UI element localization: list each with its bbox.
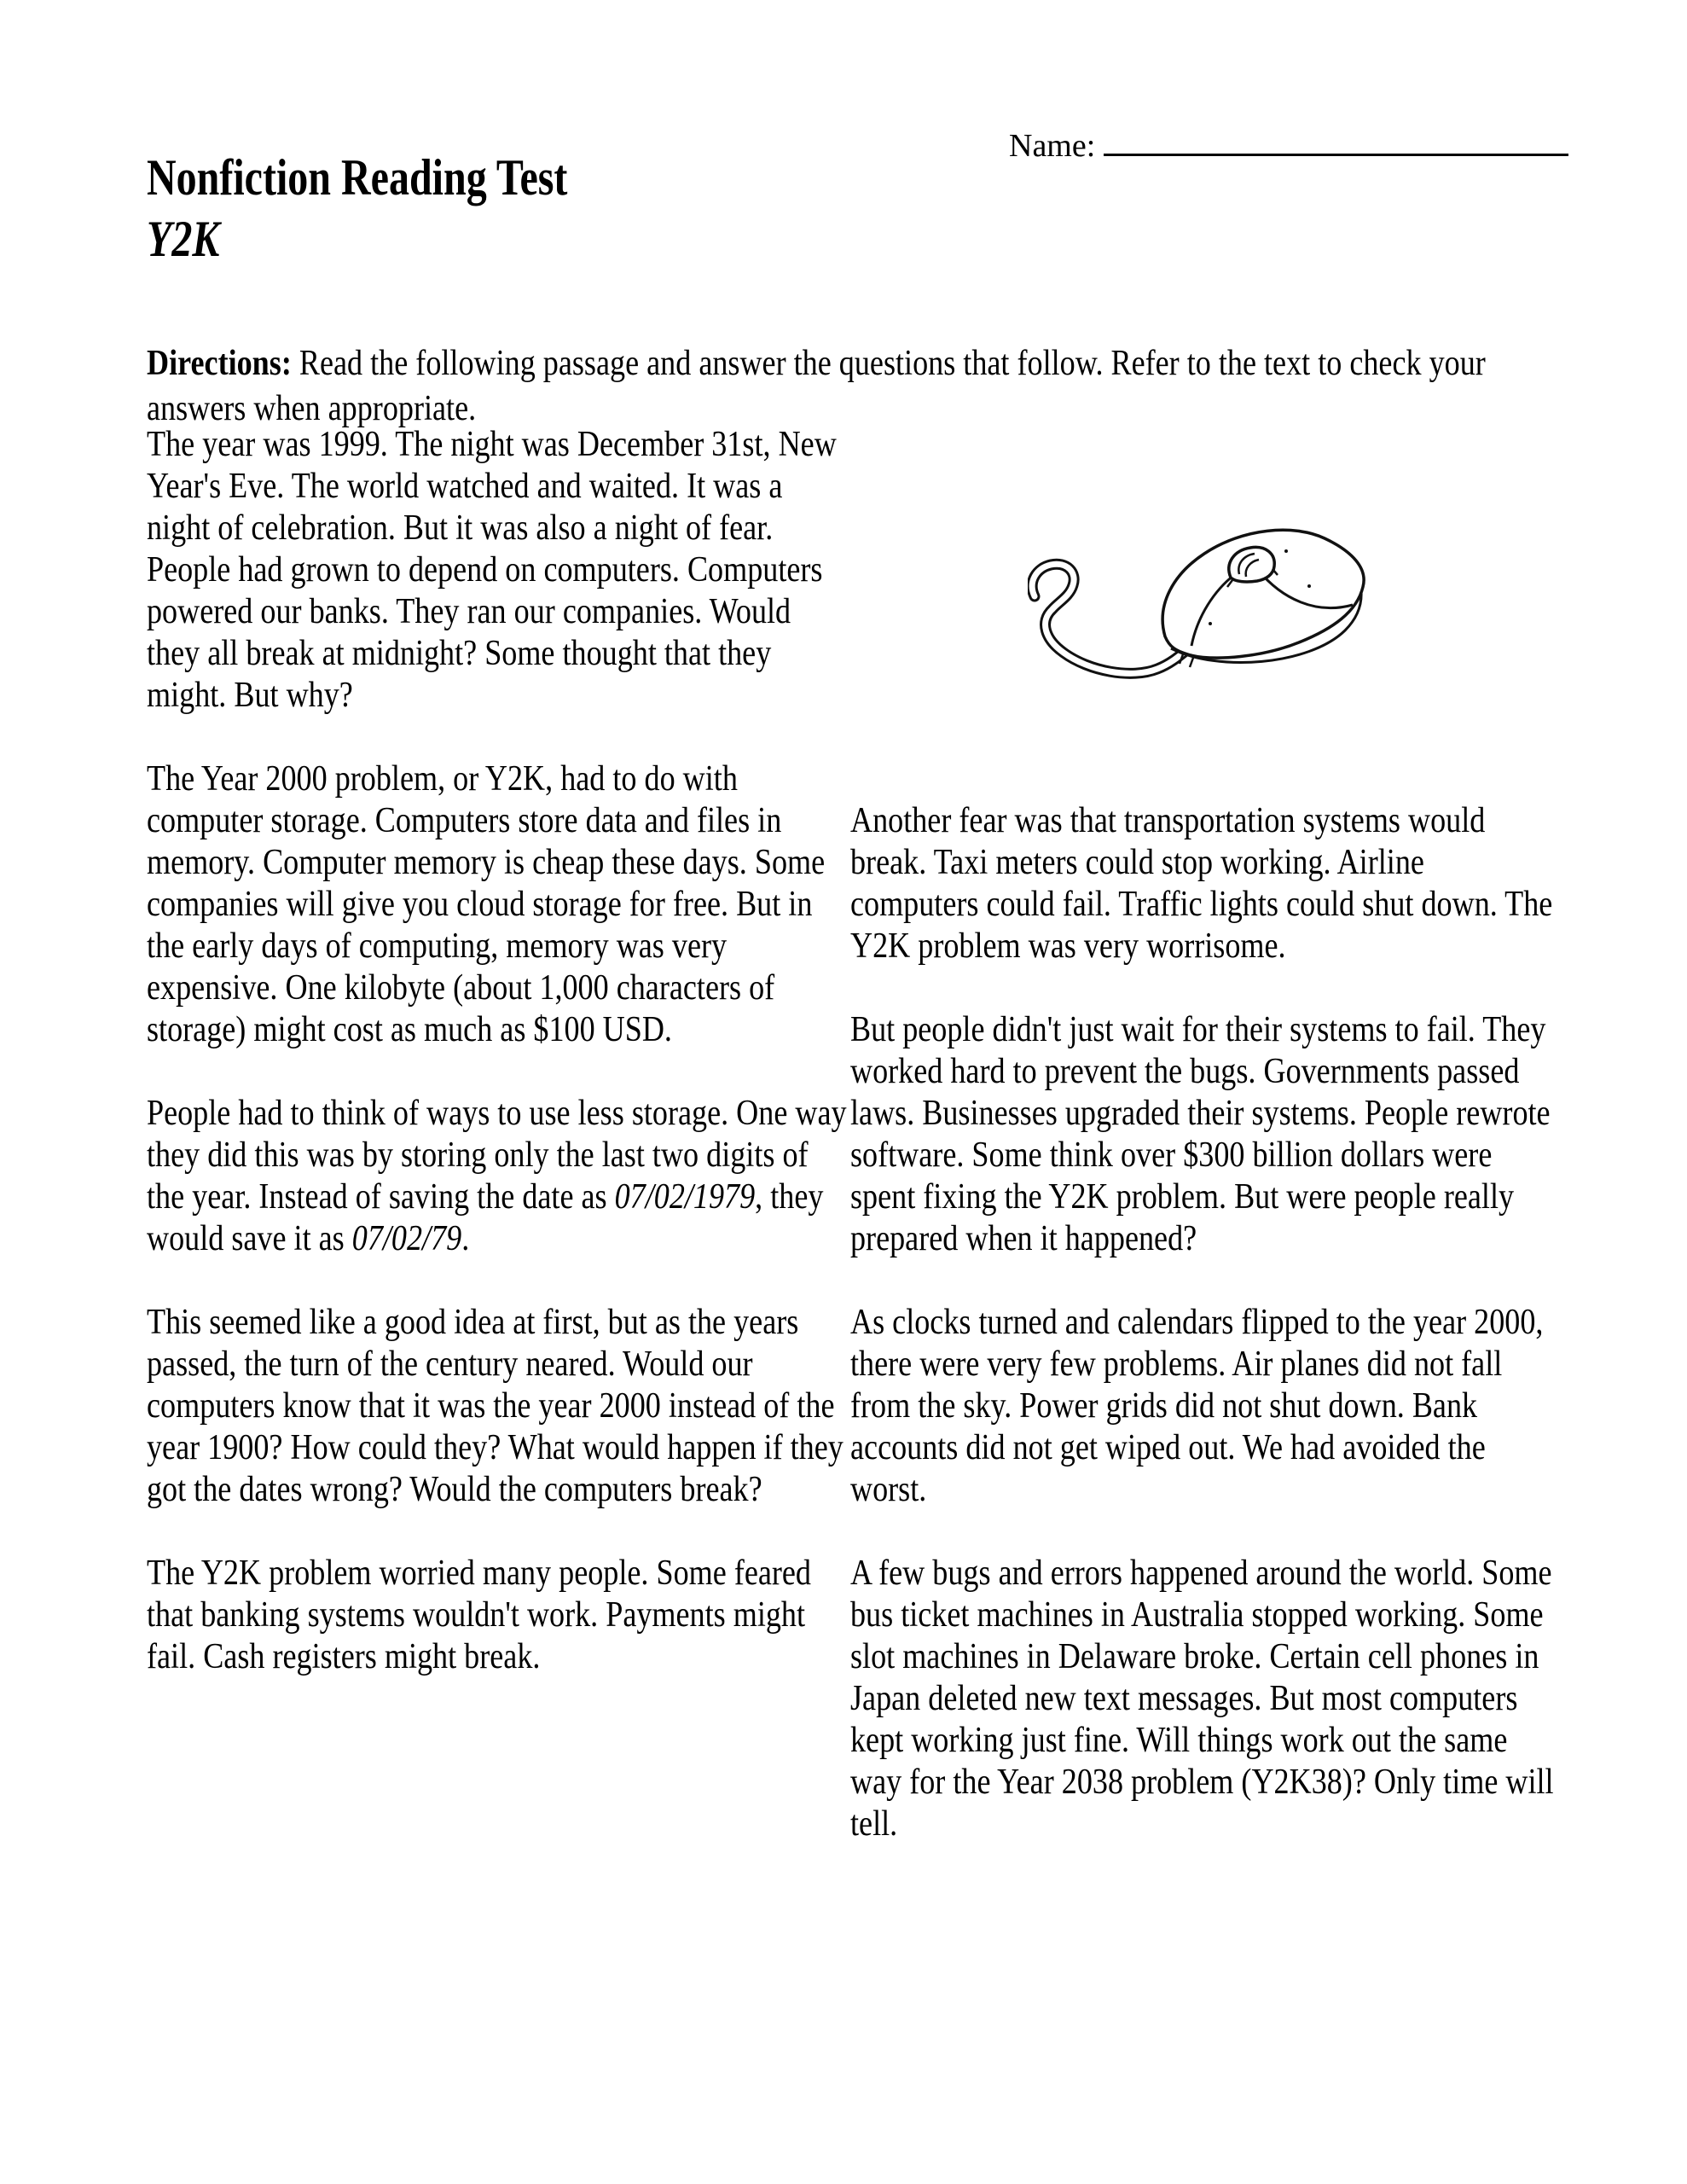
name-field-row <box>1009 125 1568 165</box>
passage-left-column <box>147 424 851 1720</box>
name-blank-line <box>1104 125 1568 156</box>
directions-text: Read the following passage and answer the questions that follow. Refer to the text to check your answers when appropriate. <box>147 344 1486 428</box>
paragraph-2: The Year 2000 problem, or Y2K, had to do with computer storage. Computers store data and files in memory. Computer memory is cheap these days. Some companies will give you cloud storage for free. But in the early days of computing, memory was very expensive. One kilobyte (about 1,000 characters of storage) might cost as much as $100 USD. <box>147 759 826 1049</box>
paragraph-5: The Y2K problem worried many people. Some feared that banking systems wouldn't work. Payments might fail. Cash registers might break. <box>147 1554 811 1676</box>
directions <box>147 341 1540 432</box>
name-label: Name: <box>1009 128 1096 164</box>
date-full-italic: 07/02/1979 <box>614 1177 756 1217</box>
page-title: Nonfiction Reading Test <box>147 149 568 206</box>
paragraph-1: The year was 1999. The night was December 31st, New Year's Eve. The world watched and waited. It was a night of celebration. But it was also a night of fear. People had grown to depend on computers. Computers powered our banks. They ran our companies. Would they all break at midnight? Some thought that they might. But why? <box>147 425 837 715</box>
page-subtitle: Y2K <box>147 211 220 267</box>
paragraph-8: As clocks turned and calendars flipped to the year 2000, there were very few problems. Air planes did not fall from the sky. Power grids did not shut down. Bank accounts did not get wiped out. We had avoided the worst. <box>850 1303 1544 1509</box>
paragraph-4: This seemed like a good idea at first, but as the years passed, the turn of the century neared. Would our computers know that it was the year 2000 instead of the year 1900? How could they? What would happen if they got the dates wrong? Would the computers break? <box>147 1303 844 1509</box>
paragraph-7: But people didn't just wait for their systems to fail. They worked hard to prevent the bugs. Governments passed laws. Businesses upgraded their systems. People rewrote software. Some think over $300 billion dollars were spent fixing the Y2K problem. But were people really prepared when it happened? <box>850 1010 1551 1258</box>
passage-right-column <box>850 424 1555 1887</box>
paragraph-6: Another fear was that transportation systems would break. Taxi meters could stop working. Airline computers could fail. Traffic lights could shut down. The Y2K problem was very worrisome. <box>850 801 1553 966</box>
figure-spacer <box>850 424 1555 800</box>
paragraph-3: People had to think of ways to use less storage. One way they did this was by storing only the last two digits of the year. Instead of saving the date as 07/02/1979, they would save it as 07/02/79. <box>147 1094 847 1258</box>
directions-label: Directions: <box>147 344 292 383</box>
date-short-italic: 07/02/79 <box>351 1219 462 1258</box>
paragraph-9: A few bugs and errors happened around the world. Some bus ticket machines in Australia stopped working. Some slot machines in Delaware broke. Certain cell phones in Japan deleted new text messages. But most computers kept working just fine. Will things work out the same way for the Year 2038 problem (Y2K38)? Only time will tell. <box>850 1554 1554 1844</box>
title-block <box>147 147 567 270</box>
